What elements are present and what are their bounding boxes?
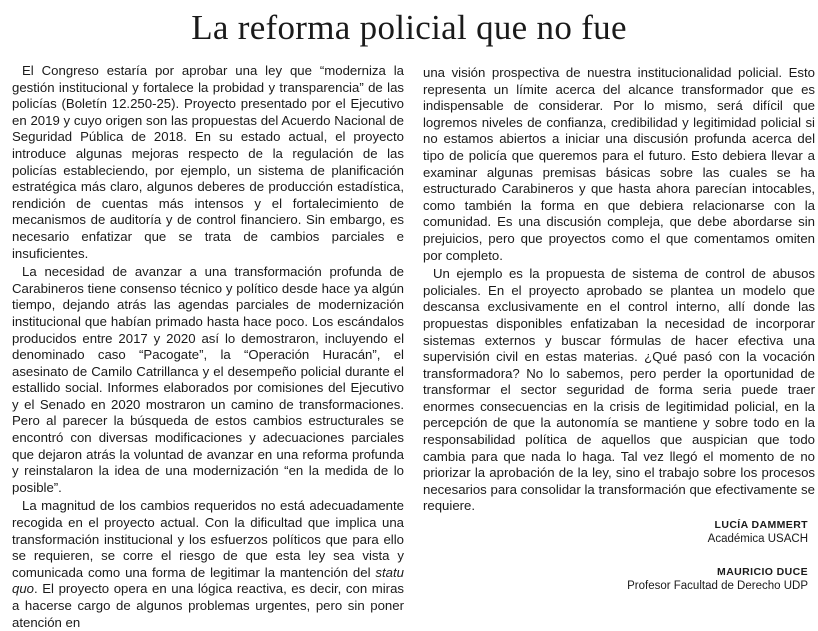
headline: La reforma policial que no fue xyxy=(191,8,627,47)
author-role-2: Profesor Facultad de Derecho UDP xyxy=(627,580,808,592)
paragraph-3-italic: statu quo xyxy=(12,564,404,597)
author-name-2: MAURICIO DUCE xyxy=(717,566,808,578)
paragraph-4: una visión prospectiva de nuestra institucionalidad policial. Esto representa un límite acerca del alcance transformador que es indispensable de considerar. Por lo mismo, será difícil que logremos niveles de confianza, credibilidad y legitimidad policial si no estamos abiertos a iniciar una discusión profunda acerca del tipo de policía que queremos para el futuro. Esto debiera llevar a examinar algunas premisas básicas sobre las cuales se ha estructurado Carabineros y que hasta ahora parecían intocables, como también la forma en que debiera relacionarse con la comunidad. Es una discusión compleja, que debe abordarse sin prejuicios, pero que proyectos como el que comentamos omiten por completo. xyxy=(423,65,815,263)
paragraph-3-text-b: . El proyecto opera en una lógica reactiva, es decir, con miras a hacerse cargo de algunos problemas urgentes, pero sin poner atención en xyxy=(12,581,404,630)
article-left-column xyxy=(12,63,404,631)
author-signature-1 xyxy=(508,519,808,545)
paragraph-1: El Congreso estaría por aprobar una ley que “moderniza la gestión institucional y fortalece la probidad y transparencia” de las policías (Boletín 12.250-25). Proyecto presentado por el Ejecutivo en 2019 y cuyo origen son las propuestas del Acuerdo Nacional de Seguridad Pública de 2018. En su estado actual, el proyecto introduce algunas mejoras respecto de la regulación de las policías estableciendo, por ejemplo, un sistema de planificación estratégica más claro, algunos deberes de producción estadística, rendición de cuentas más intensos y el fortalecimiento de mecanismos de auditoría y de control financiero. Sin embargo, es necesario enfatizar que se trata de cambios parciales e insuficientes. xyxy=(12,63,404,261)
paragraph-3-text-a: La magnitud de los cambios requeridos no está adecuadamente recogida en el proyecto actual. Con la dificultad que implica una transformación institucional y los esfuerzos políticos que para ello se requieren, se corre el riesgo de que esta ley sea vista y comunicada como una forma de legitimar la mantención del xyxy=(12,498,404,580)
article-right-column xyxy=(423,65,815,515)
paragraph-5: Un ejemplo es la propuesta de sistema de control de abusos policiales. En el proyecto aprobado se plantea un modelo que descansa exclusivamente en el control interno, allí donde las propuestas disponibles enfatizaban la necesidad de incorporar sistemas externos y buscar fórmulas de hacer efectiva una supervisión civil en estas materias. ¿Qué pasó con la vocación transformadora? No lo sabemos, pero perder la oportunidad de transformar el sector seguridad de forma seria puede traer enormes consecuencias en la crisis de legitimidad policial, en la percepción de que la autonomía se mantiene y sobre todo en la responsabilidad política de aquellos que auspician que todo cambia para que nada lo haga. Tal vez llegó el momento de no priorizar la aprobación de la ley, sino el trabajo sobre los procesos necesarios para consolidar la transformación que efectivamente se requiere. xyxy=(423,266,815,514)
author-name-1: LUCÍA DAMMERT xyxy=(714,519,808,531)
paragraph-2: La necesidad de avanzar a una transformación profunda de Carabineros tiene consenso técnico y político desde hace ya algún tiempo, dejando atrás las agendas parciales de modernización institucional que habían primado hasta hace poco. Los escándalos producidos entre 2017 y 2020 así lo demostraron, incluyendo el denominado caso “Pacogate”, la “Operación Huracán”, el asesinato de Camilo Catrillanca y el desempeño policial durante el estallido social. Informes elaborados por comisiones del Ejecutivo y el Senado en 2020 mostraron un camino de transformaciones. Pero al parecer la búsqueda de estos cambios estructurales se encontró con diversas modificaciones y adecuaciones parciales que dejaron atrás la voluntad de avanzar en una reforma profunda y reinstalaron la idea de una modernización “en la medida de lo posible”. xyxy=(12,264,404,495)
paragraph-3 xyxy=(12,498,404,631)
author-role-1: Académica USACH xyxy=(707,533,808,545)
author-signature-2 xyxy=(508,566,808,592)
